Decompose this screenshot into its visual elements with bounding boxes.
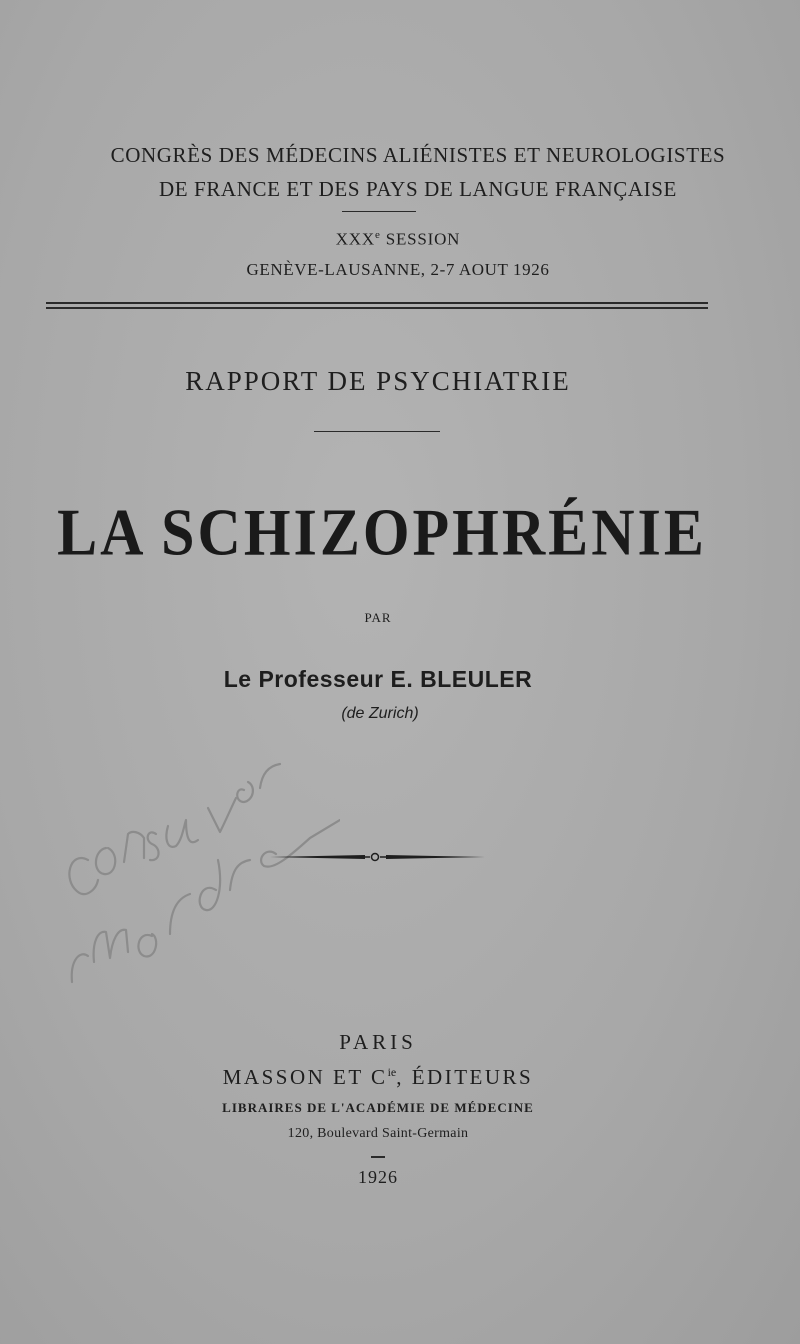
publisher-name <box>0 1065 778 1090</box>
report-type: RAPPORT DE PSYCHIATRIE <box>185 366 571 396</box>
publisher-address: 120, Boulevard Saint-Germain <box>287 1126 469 1141</box>
separator-rule <box>314 431 440 432</box>
publisher-name-start: MASSON ET C <box>222 1065 388 1089</box>
double-rule-divider <box>46 302 708 309</box>
separator-dash <box>371 1156 385 1158</box>
by-label: PAR <box>364 610 392 625</box>
publisher-name-superscript: ie <box>387 1065 397 1079</box>
congress-line-1: CONGRÈS DES MÉDECINS ALIÉNISTES ET NEUROLOGISTES <box>110 143 726 167</box>
congress-heading <box>18 138 800 206</box>
session-word: SESSION <box>380 229 461 249</box>
session-line <box>0 229 798 250</box>
congress-line-2: DE FRANCE ET DES PAYS DE LANGUE FRANÇAISE <box>159 177 677 201</box>
author-name: Le Professeur E. BLEULER <box>223 666 533 692</box>
publication-year: 1926 <box>358 1167 398 1187</box>
session-superscript: e <box>374 229 381 241</box>
publisher-name-end: , ÉDITEURS <box>396 1065 534 1089</box>
session-number: XXX <box>335 229 375 249</box>
publisher-affiliation: LIBRAIRES DE L'ACADÉMIE DE MÉDECINE <box>222 1100 534 1115</box>
author-origin: (de Zurich) <box>341 705 419 722</box>
ornamental-rule <box>270 848 490 868</box>
book-title: LA SCHIZOPHRÉNIE <box>57 495 707 570</box>
publisher-city: PARIS <box>339 1030 417 1054</box>
separator-rule <box>342 211 416 212</box>
location-date: GENÈVE-LAUSANNE, 2-7 AOUT 1926 <box>246 260 550 279</box>
